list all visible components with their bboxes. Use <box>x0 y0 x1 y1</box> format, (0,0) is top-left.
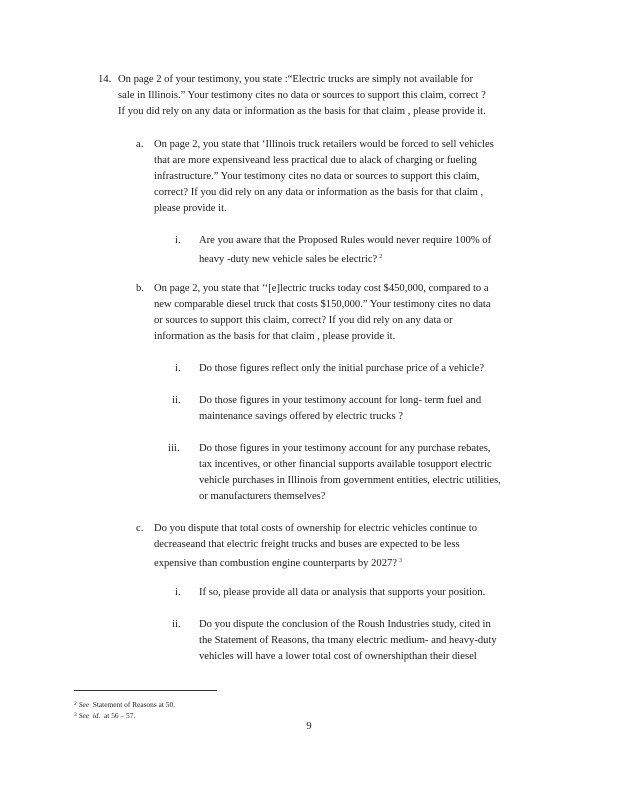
item-c-text <box>154 521 477 572</box>
text-line <box>154 553 477 572</box>
text-line: new comparable diesel truck that costs $150,000.” Your testimony cites no data <box>154 299 491 310</box>
text-line: If you did rely on any data or information as the basis for that claim , please provide it. <box>118 106 486 117</box>
subitem-marker: i. <box>175 587 181 598</box>
footnote-ref: 3 <box>399 558 403 564</box>
footnote-text: at 56 – 57. <box>104 711 136 720</box>
item-marker-b: b. <box>136 283 144 294</box>
text-line: maintenance savings offered by electric trucks ? <box>199 411 403 422</box>
subitem-marker: iii. <box>168 443 180 454</box>
item-marker-a: a. <box>136 139 144 150</box>
text-line: Do those figures reflect only the initial purchase price of a vehicle? <box>199 363 485 374</box>
footnote <box>74 710 135 721</box>
text-line: On page 2, you state that ‘Illinois truck retailers would be forced to sell vehicles <box>154 139 494 150</box>
text-line: Do those figures in your testimony account for long- term fuel and <box>199 395 482 406</box>
item-a-text <box>154 137 494 217</box>
text-line: tax incentives, or other financial supports available tosupport electric <box>199 459 492 470</box>
item-a-i-text <box>199 233 491 268</box>
text-line-content: heavy -duty new vehicle sales be electric? <box>199 254 378 265</box>
footnote-see: See <box>78 700 90 709</box>
subitem-marker: i. <box>175 235 181 246</box>
text-line: If so, please provide all data or analysis that supports your position. <box>199 587 486 598</box>
footnote-text: Statement of Reasons at 50. <box>92 700 176 709</box>
item-b-text <box>154 281 491 345</box>
question-14-text <box>118 72 486 120</box>
text-line: Do you dispute that total costs of ownership for electric vehicles continue to <box>154 523 478 534</box>
subitem-marker: ii. <box>172 619 181 630</box>
text-line-content: expensive than combustion engine counterparts by 2027? <box>154 558 398 569</box>
footnote-id: id. <box>92 711 101 720</box>
footnote-ref: 2 <box>379 254 383 260</box>
text-line: or sources to support this claim, correct? If you did rely on any data or <box>154 315 453 326</box>
text-line: the Statement of Reasons, tha tmany electric medium- and heavy-duty <box>199 635 497 646</box>
item-c-i-text <box>199 585 485 601</box>
question-number: 14. <box>98 74 112 85</box>
subitem-marker: ii. <box>172 395 181 406</box>
text-line: vehicle purchases in Illinois from government entities, electric utilities, <box>199 475 501 486</box>
text-line: On page 2, you state that ‘‘[e]lectric trucks today cost $450,000, compared to a <box>154 283 489 294</box>
text-line: Are you aware that the Proposed Rules would never require 100% of <box>199 235 492 246</box>
text-line: decreaseand that electric freight trucks and buses are expected to be less <box>154 539 460 550</box>
text-line: Do those figures in your testimony account for any purchase rebates, <box>199 443 491 454</box>
text-line: information as the basis for that claim , please provide it. <box>154 331 396 342</box>
item-marker-c: c. <box>136 523 144 534</box>
footnote-mark: 3 <box>74 712 77 718</box>
text-line: infrastructure.” Your testimony cites no data or sources to support this claim, <box>154 171 480 182</box>
footnote-mark: 2 <box>74 701 77 707</box>
item-b-iii-text <box>199 441 501 505</box>
footnote-divider <box>74 690 217 691</box>
item-c-ii-text <box>199 617 497 665</box>
page-number: 9 <box>306 721 312 732</box>
footnote <box>74 699 175 710</box>
text-line: sale in Illinois.” Your testimony cites no data or sources to support this claim, correct ? <box>118 90 486 101</box>
item-b-i-text <box>199 361 484 377</box>
subitem-marker: i. <box>175 363 181 374</box>
text-line: please provide it. <box>154 203 227 214</box>
text-line: or manufacturers themselves? <box>199 491 326 502</box>
item-b-ii-text <box>199 393 481 425</box>
text-line <box>199 249 491 268</box>
text-line: vehicles will have a lower total cost of ownershipthan their diesel <box>199 651 477 662</box>
text-line: correct? If you did rely on any data or information as the basis for that claim , <box>154 187 484 198</box>
footnote-see: See <box>78 711 90 720</box>
text-line: On page 2 of your testimony, you state :“Electric trucks are simply not available for <box>118 74 473 85</box>
text-line: that are more expensiveand less practical due to alack of charging or fueling <box>154 155 477 166</box>
text-line: Do you dispute the conclusion of the Roush Industries study, cited in <box>199 619 491 630</box>
